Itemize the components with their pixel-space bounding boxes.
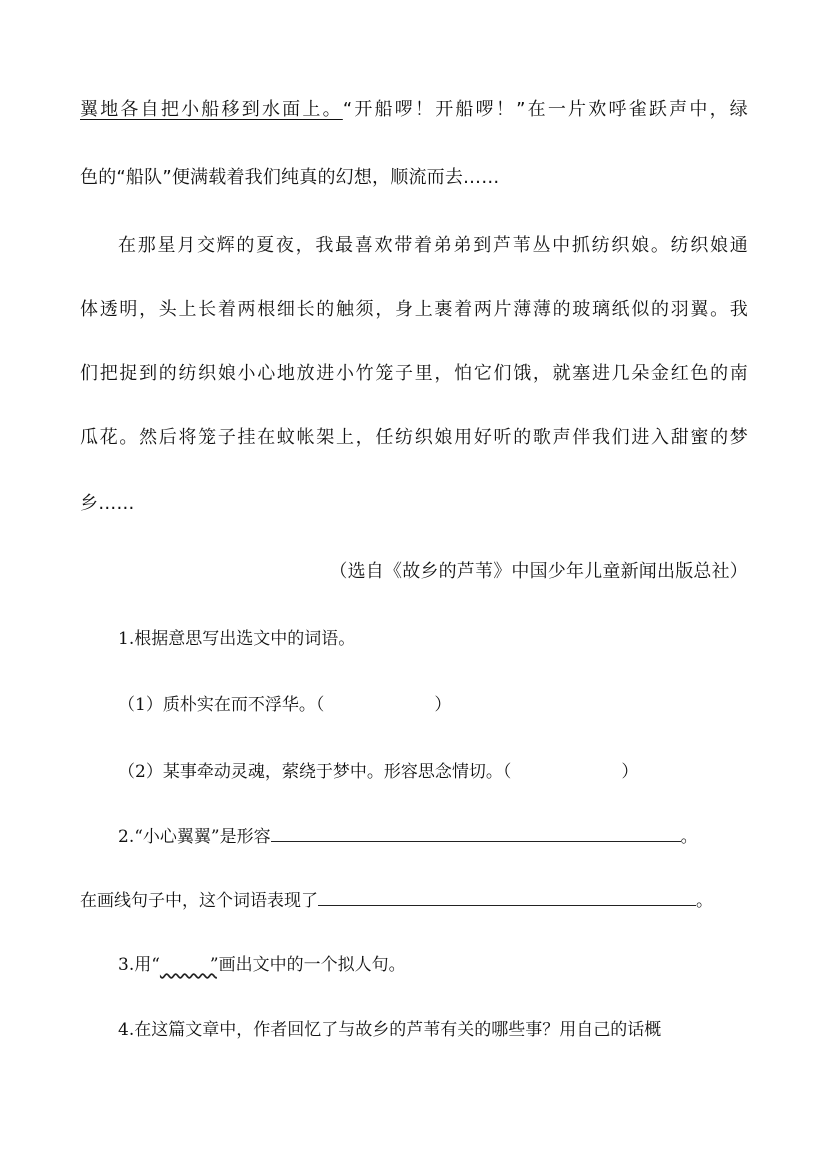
question-2-line-2-end: 。 bbox=[696, 891, 713, 911]
question-3 bbox=[118, 954, 748, 976]
passage-line-2: 色的“船队”便满载着我们纯真的幻想，顺流而去…… bbox=[80, 167, 500, 188]
question-3-suffix: ”画出文中的一个拟人句。 bbox=[209, 955, 406, 975]
question-1-1-text: （1）质朴实在而不浮华。（ bbox=[118, 695, 325, 715]
answer-line-2a[interactable] bbox=[271, 825, 681, 842]
question-1-2-close: ） bbox=[621, 762, 639, 782]
question-2 bbox=[118, 825, 748, 848]
passage-p2-line-2: 体透明，头上长着两根细长的触须，身上裹着两片薄薄的玻璃纸似的羽翼。我 bbox=[80, 299, 748, 320]
question-1: 1.根据意思写出选文中的词语。 bbox=[118, 629, 356, 649]
answer-blank-1-2[interactable] bbox=[511, 759, 621, 777]
question-1-2-text: （2）某事牵动灵魂，萦绕于梦中。形容思念情切。（ bbox=[118, 762, 512, 782]
question-2-end: 。 bbox=[680, 827, 698, 847]
question-1-2 bbox=[118, 759, 748, 783]
passage-line-1-rest: “开船啰！开船啰！”在一片欢呼雀跃声中，绿 bbox=[342, 99, 748, 120]
question-3-prefix: 3.用“ bbox=[118, 955, 160, 975]
source-citation: （选自《故乡的芦苇》中国少年儿童新闻出版总社） bbox=[329, 561, 748, 582]
question-1-1 bbox=[118, 692, 748, 716]
question-2-line-2 bbox=[80, 889, 748, 912]
underlined-sentence: 翼地各自把小船移到水面上。 bbox=[80, 99, 343, 120]
passage-line-1 bbox=[80, 99, 748, 121]
wavy-line-mark bbox=[160, 954, 210, 976]
passage-p2-line-5: 乡…… bbox=[80, 493, 135, 514]
answer-line-2b[interactable] bbox=[318, 889, 696, 906]
passage-p2-line-3: 们把捉到的纺织娘小心地放进小竹笼子里，怕它们饿，就塞进几朵金红色的南 bbox=[80, 363, 748, 384]
question-4: 4.在这篇文章中，作者回忆了与故乡的芦苇有关的哪些事？用自己的话概 bbox=[118, 1020, 662, 1040]
passage-p2-line-1: 在那星月交辉的夏夜，我最喜欢带着弟弟到芦苇丛中抓纺织娘。纺织娘通 bbox=[118, 235, 748, 256]
question-2-prefix: 2.“小心翼翼”是形容 bbox=[118, 827, 271, 847]
passage-p2-line-4: 瓜花。然后将笼子挂在蚊帐架上，任纺织娘用好听的歌声伴我们进入甜蜜的梦 bbox=[80, 427, 748, 448]
question-2-line-2-prefix: 在画线句子中，这个词语表现了 bbox=[80, 891, 318, 911]
question-1-1-close: ） bbox=[434, 695, 452, 715]
answer-blank-1-1[interactable] bbox=[324, 692, 434, 710]
